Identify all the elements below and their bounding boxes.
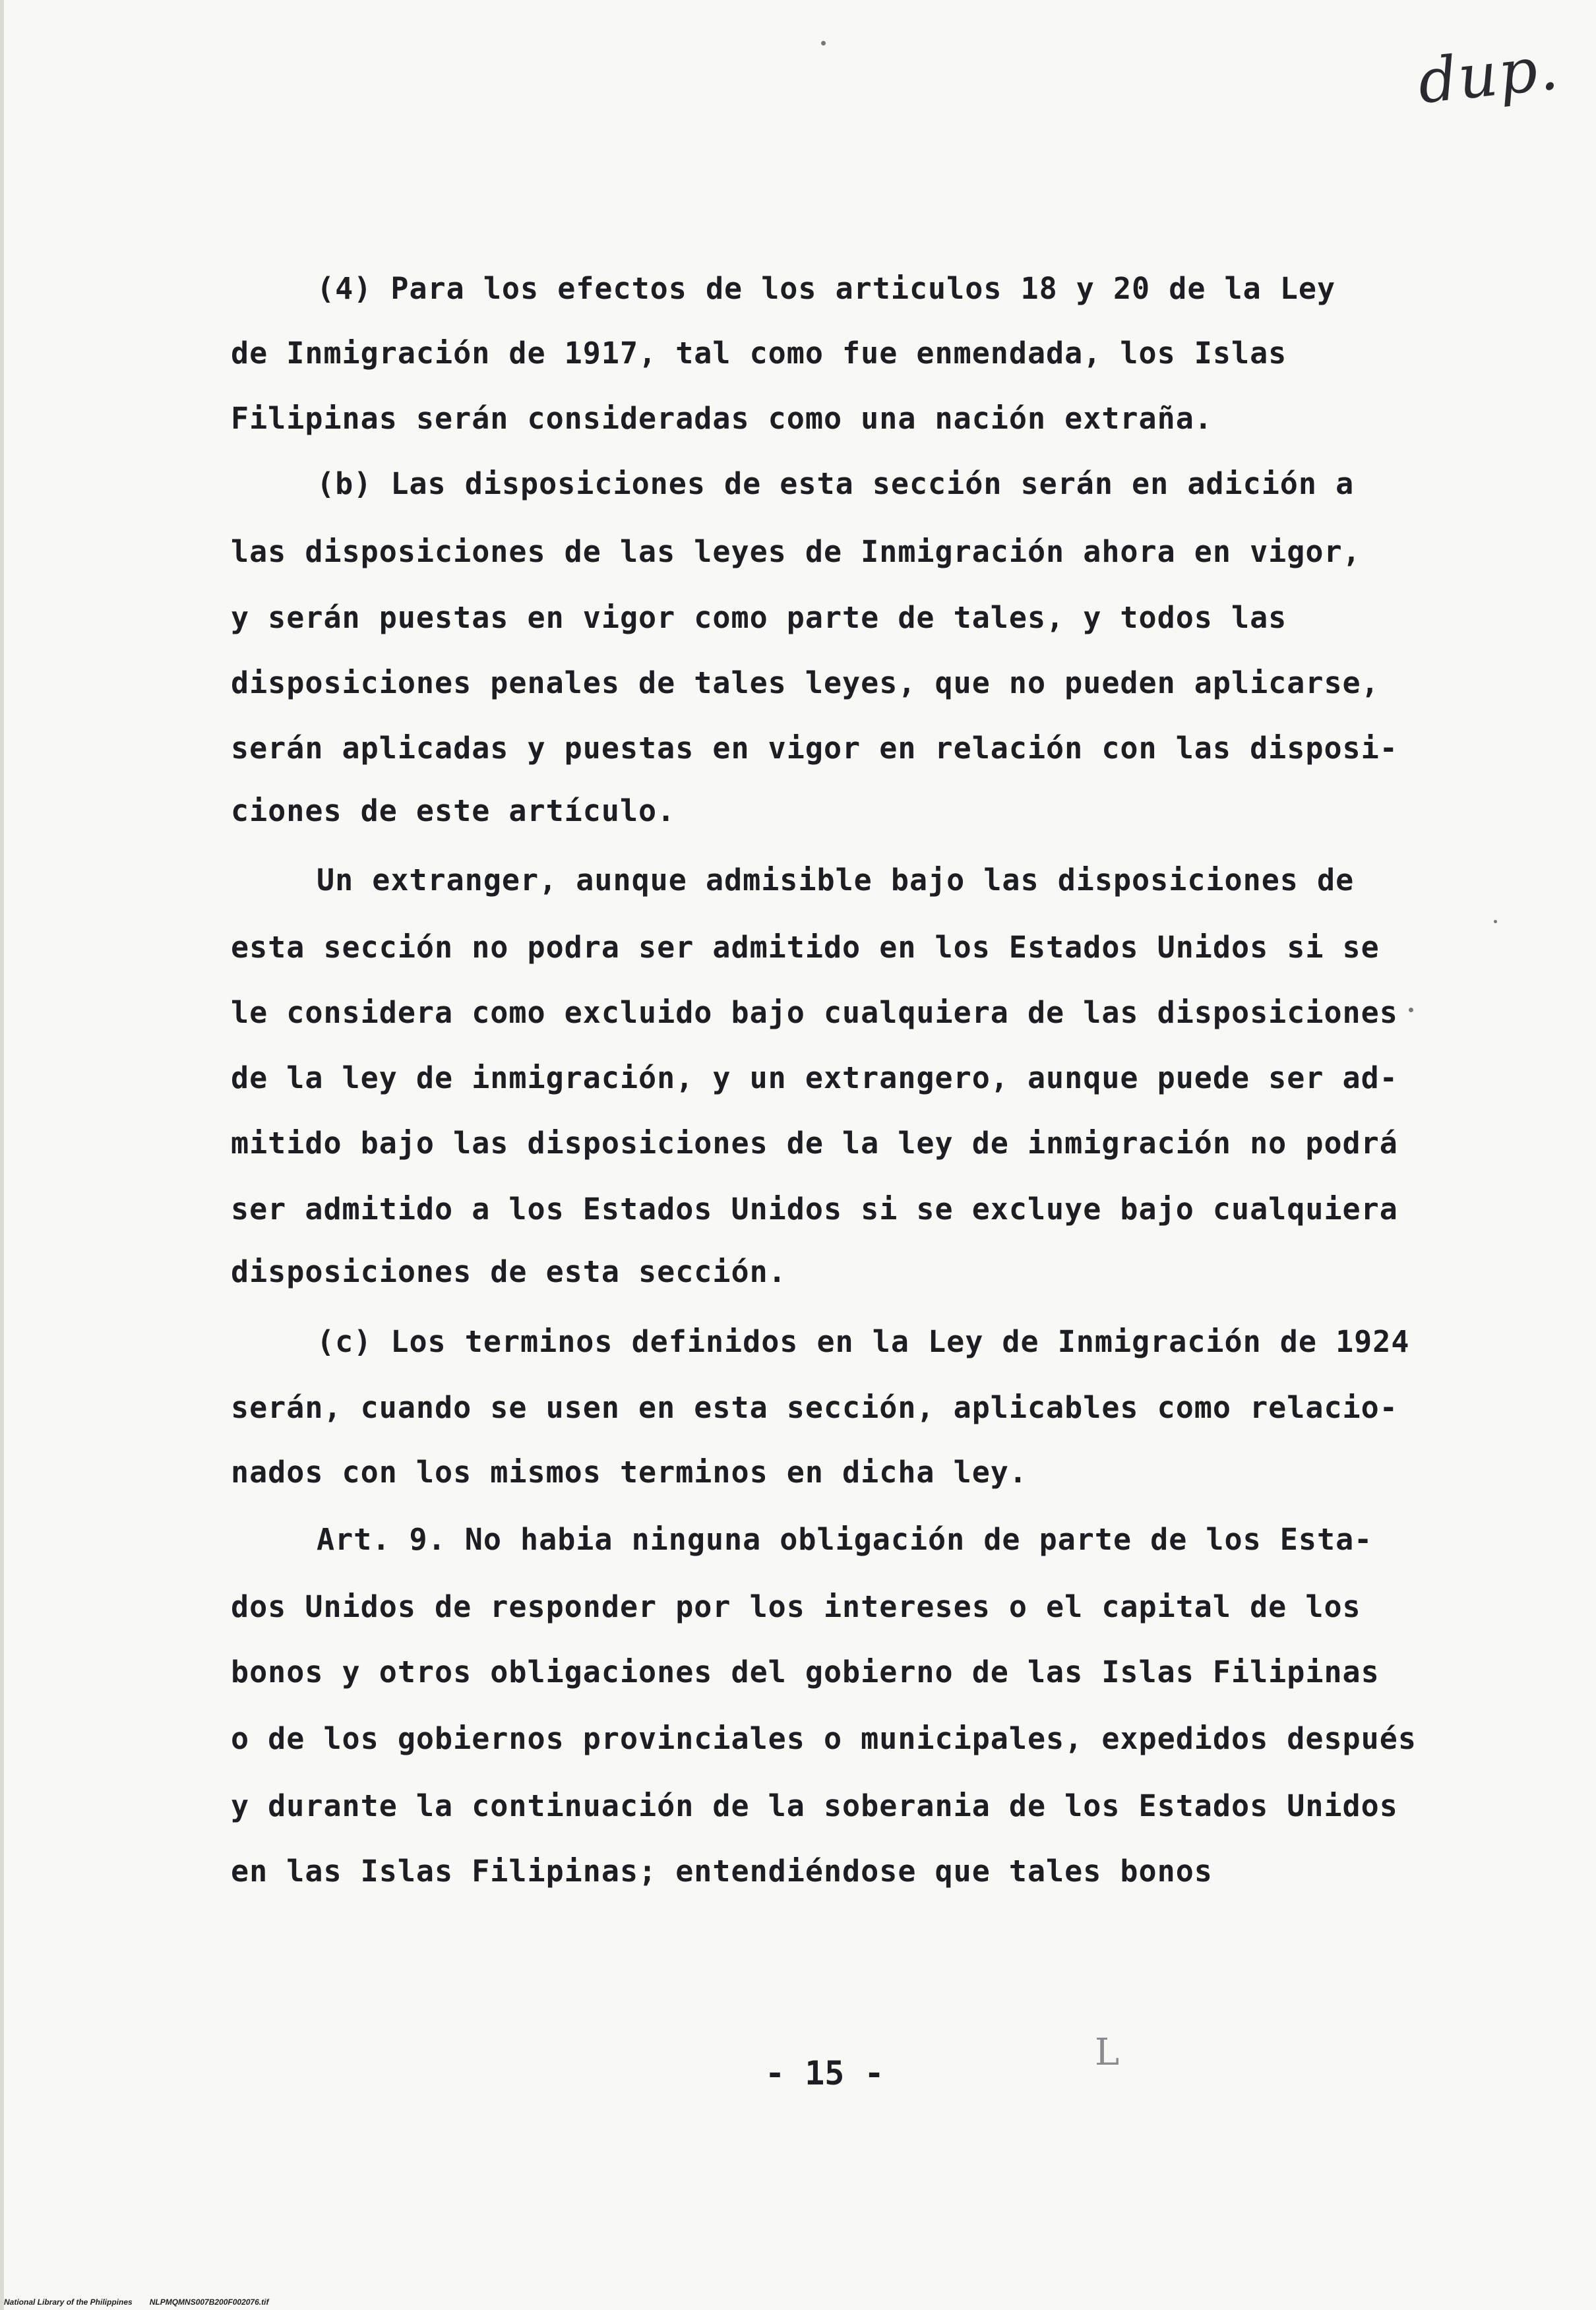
- text-line-23: o de los gobiernos provinciales o municipales, expedidos después: [231, 1721, 1417, 1756]
- handwritten-annotation: dup.: [1414, 32, 1563, 117]
- scan-speck: [1494, 920, 1497, 923]
- text-line-18: serán, cuando se usen en esta sección, aplicables como relacio-: [231, 1390, 1398, 1425]
- text-line-6: y serán puestas en vigor como parte de tales, y todos las: [231, 600, 1287, 635]
- text-line-20: Art. 9. No habia ninguna obligación de parte de los Esta-: [317, 1522, 1373, 1557]
- text-line-15: ser admitido a los Estados Unidos si se excluye bajo cualquiera: [231, 1192, 1398, 1227]
- text-line-2: de Inmigración de 1917, tal como fue enmendada, los Islas: [231, 336, 1287, 371]
- text-line-14: mitido bajo las disposiciones de la ley de inmigración no podrá: [231, 1126, 1398, 1161]
- text-line-16: disposiciones de esta sección.: [231, 1254, 787, 1289]
- footer-library: National Library of the Philippines: [4, 2297, 133, 2307]
- text-line-8: serán aplicadas y puestas en vigor en relación con las disposi-: [231, 731, 1398, 766]
- text-line-11: esta sección no podra ser admitido en los Estados Unidos si se: [231, 930, 1380, 965]
- scan-footer: [4, 2297, 268, 2307]
- page-edge-shadow: [0, 0, 4, 2310]
- page-number: - 15 -: [765, 2054, 884, 2092]
- text-line-4: (b) Las disposiciones de esta sección serán en adición a: [317, 466, 1355, 501]
- text-line-19: nados con los mismos terminos en dicha ley.: [231, 1455, 1028, 1490]
- text-line-7: disposiciones penales de tales leyes, que no pueden aplicarse,: [231, 665, 1380, 700]
- text-line-21: dos Unidos de responder por los intereses o el capital de los: [231, 1589, 1361, 1624]
- text-line-12: le considera como excluido bajo cualquiera de las disposiciones: [231, 995, 1398, 1030]
- text-line-3: Filipinas serán consideradas como una nación extraña.: [231, 401, 1213, 436]
- scan-speck: [1409, 1008, 1413, 1012]
- text-line-17: (c) Los terminos definidos en la Ley de Inmigración de 1924: [317, 1324, 1410, 1359]
- text-line-10: Un extranger, aunque admisible bajo las disposiciones de: [317, 863, 1355, 897]
- text-line-24: y durante la continuación de la soberania de los Estados Unidos: [231, 1788, 1398, 1823]
- footer-file-id: NLPMQMNS007B200F002076.tif: [149, 2297, 269, 2307]
- scan-speck: [821, 41, 826, 46]
- text-line-5: las disposiciones de las leyes de Inmigración ahora en vigor,: [231, 534, 1361, 569]
- text-line-13: de la ley de inmigración, y un extrangero, aunque puede ser ad-: [231, 1060, 1398, 1095]
- faint-pencil-mark: L: [1095, 2031, 1120, 2074]
- text-line-22: bonos y otros obligaciones del gobierno de las Islas Filipinas: [231, 1655, 1380, 1689]
- text-line-1: (4) Para los efectos de los articulos 18 y 20 de la Ley: [317, 271, 1336, 306]
- text-line-9: ciones de este artículo.: [231, 793, 676, 828]
- text-line-25: en las Islas Filipinas; entendiéndose que tales bonos: [231, 1854, 1213, 1889]
